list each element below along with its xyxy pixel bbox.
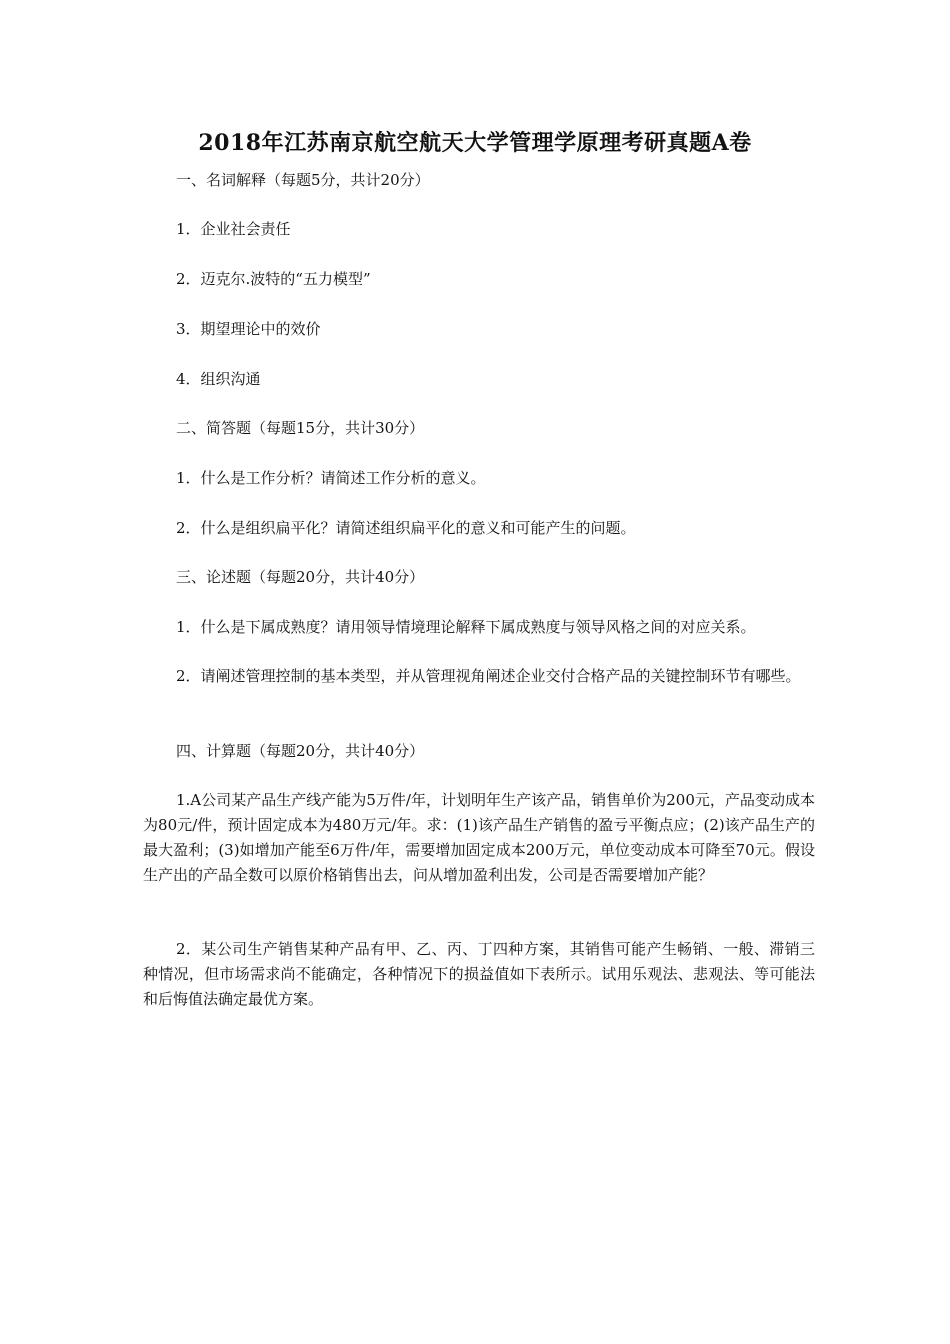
question-1-1: 1．企业社会责任 bbox=[176, 220, 291, 238]
section-heading-2: 二、简答题（每题15分，共计30分） bbox=[176, 419, 425, 437]
question-2-1: 1．什么是工作分析？请简述工作分析的意义。 bbox=[176, 469, 486, 487]
document-title: 2018年江苏南京航空航天大学管理学原理考研真题A卷 bbox=[198, 130, 752, 156]
section-heading-4: 四、计算题（每题20分，共计40分） bbox=[176, 742, 425, 760]
question-1-4: 4．组织沟通 bbox=[176, 370, 261, 388]
question-4-1: 1.A公司某产品生产线产能为5万件/年，计划明年生产该产品，销售单价为200元，产品变动成本为80元/件，预计固定成本为480万元/年。求：(1)该产品生产销售的盈亏平衡点应；(2)该产品生产的最大盈利；(3)如增加产能至6万件/年，需要增加固定成本200万元，单位变动成本可降至70元。假设生产出的产品全数可以原价格销售出去，问从增加盈利出发，公司是否需要增加产能？ bbox=[143, 791, 815, 884]
question-1-2: 2．迈克尔.波特的“五力模型” bbox=[176, 270, 371, 288]
question-3-1: 1．什么是下属成熟度？请用领导情境理论解释下属成熟度与领导风格之间的对应关系。 bbox=[176, 618, 756, 636]
question-3-2: 2．请阐述管理控制的基本类型，并从管理视角阐述企业交付合格产品的关键控制环节有哪些。 bbox=[176, 667, 801, 685]
question-4-2: 2．某公司生产销售某种产品有甲、乙、丙、丁四种方案，其销售可能产生畅销、一般、滞销三种情况，但市场需求尚不能确定，各种情况下的损益值如下表所示。试用乐观法、悲观法、等可能法和后悔值法确定最优方案。 bbox=[143, 940, 815, 1008]
question-2-2: 2．什么是组织扁平化？请简述组织扁平化的意义和可能产生的问题。 bbox=[176, 519, 636, 537]
question-1-3: 3．期望理论中的效价 bbox=[176, 320, 321, 338]
section-heading-1: 一、名词解释（每题5分，共计20分） bbox=[176, 171, 430, 189]
section-heading-3: 三、论述题（每题20分，共计40分） bbox=[176, 568, 425, 586]
